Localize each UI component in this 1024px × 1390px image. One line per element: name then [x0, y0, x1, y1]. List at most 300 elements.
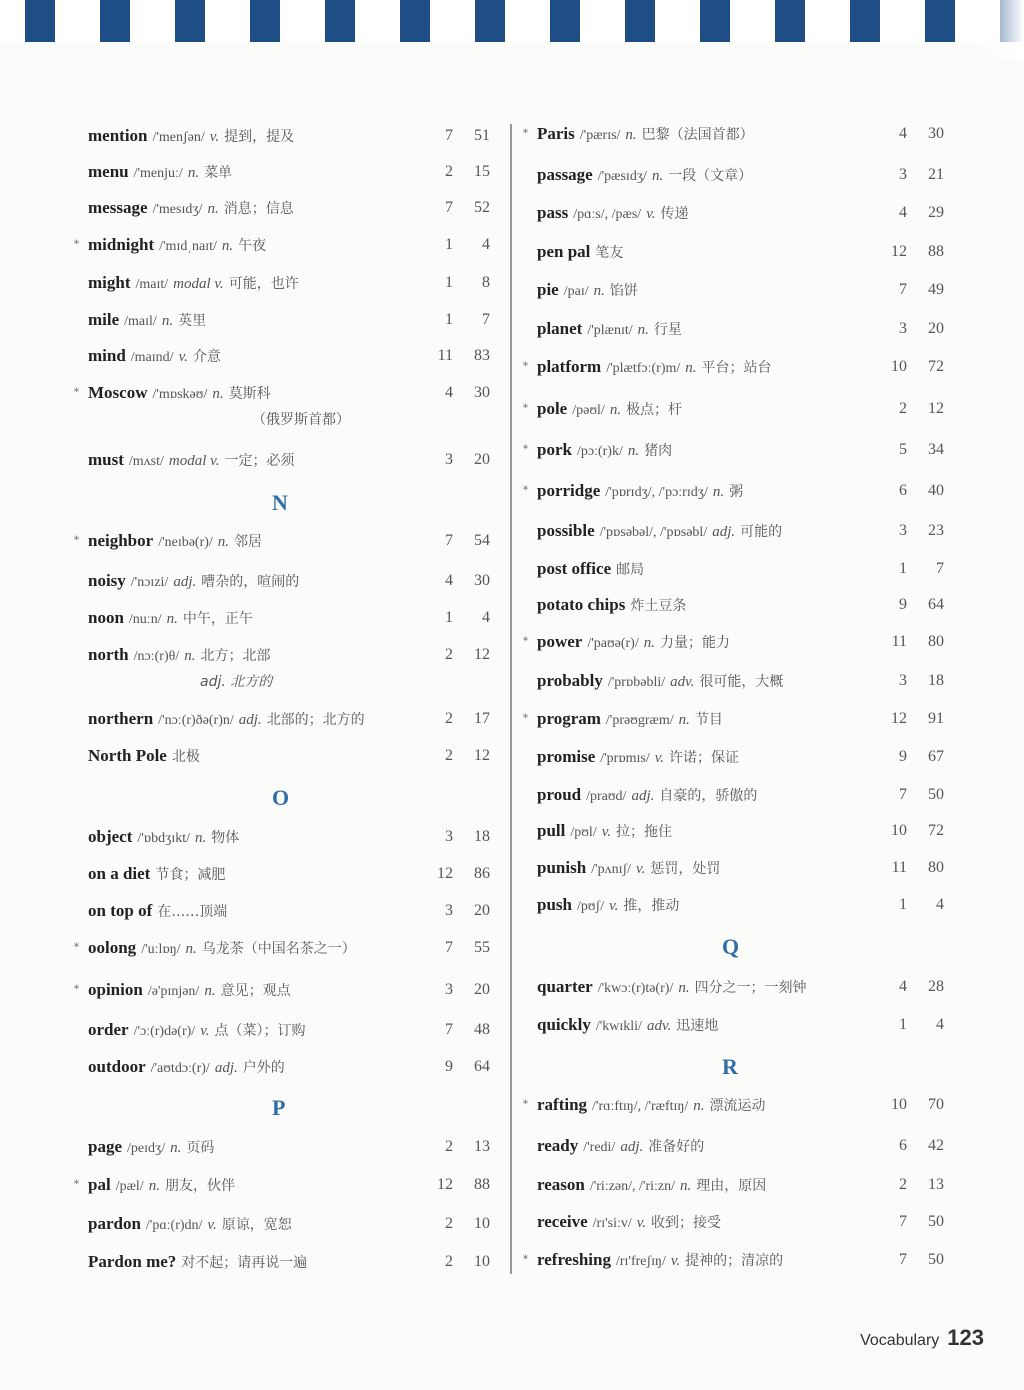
entry-word: Moscow — [88, 383, 148, 402]
entry-page: 20 — [474, 451, 490, 468]
entry-unit: 4 — [899, 125, 907, 142]
entry-pron: /'pɒrɪdʒ/, /'pɔːrɪdʒ/ — [605, 485, 708, 500]
entry-page: 34 — [928, 441, 944, 458]
vocab-entry — [537, 745, 967, 769]
entry-unit: 11 — [437, 347, 453, 364]
entry-mean: 漂流运动 — [709, 1098, 766, 1114]
vocab-entry — [537, 975, 967, 999]
entry-word: promise — [537, 747, 596, 766]
entry-word: ready — [537, 1136, 579, 1155]
vocab-entry — [88, 271, 508, 295]
entry-mean: 传递 — [660, 206, 689, 222]
entry-pron: /'uːlɒŋ/ — [141, 942, 181, 957]
entry-word: refreshing — [537, 1250, 611, 1269]
entry-mean: 一定；必须 — [224, 453, 295, 469]
entry-mean: 四分之一；一刻钟 — [694, 980, 807, 996]
vocab-entry — [88, 643, 508, 667]
entry-unit: 11 — [891, 633, 907, 650]
entry-page: 28 — [928, 978, 944, 995]
entry-pos: adj. — [238, 712, 262, 728]
entry-unit: 3 — [899, 320, 907, 337]
entry-unit: 9 — [445, 1058, 453, 1075]
vocab-entry — [88, 707, 508, 731]
vocab-entry — [523, 397, 967, 421]
vocab-entry — [88, 1212, 508, 1236]
entry-star: * — [523, 713, 528, 724]
entry-unit: 4 — [445, 384, 453, 401]
entry-unit: 7 — [445, 939, 453, 956]
stripe-fade — [964, 0, 1024, 60]
vocab-entry — [88, 1250, 508, 1274]
entry-pron: /'ɒbdʒɪkt/ — [137, 831, 190, 846]
entry-mean: 意见；观点 — [220, 983, 291, 999]
entry-pos: n. — [627, 443, 640, 459]
entry-unit: 2 — [445, 1215, 453, 1232]
entry-page: 64 — [474, 1058, 490, 1075]
entry-pron: /'pɒsəbəl/, /'pɒsəbl/ — [599, 525, 708, 540]
entry-page: 72 — [928, 822, 944, 839]
entry-mean: 准备好的 — [648, 1139, 705, 1155]
entry-word: mile — [88, 310, 120, 329]
entry-page: 54 — [474, 532, 490, 549]
vocab-entry — [88, 606, 508, 630]
entry-page: 20 — [474, 981, 490, 998]
entry-word: noon — [88, 608, 124, 627]
entry-pron: /'prɒbəbli/ — [607, 675, 666, 690]
entry-star: * — [74, 942, 79, 953]
entry-pos: v. — [636, 1215, 647, 1231]
entry-page: 55 — [474, 939, 490, 956]
section-letter: N — [272, 490, 288, 515]
entry-unit: 7 — [445, 127, 453, 144]
entry-word: Paris — [537, 124, 575, 143]
entry-word: program — [537, 709, 601, 728]
entry-page: 52 — [474, 199, 490, 216]
entry-pos: adj. — [631, 788, 655, 804]
entry-unit: 3 — [899, 166, 907, 183]
entry-word: object — [88, 827, 133, 846]
entry-mean: 猪肉 — [644, 443, 673, 459]
entry-mean: 收到；接受 — [651, 1215, 722, 1231]
entry-pron: /paɪ/ — [563, 284, 589, 299]
entry-word: push — [537, 895, 572, 914]
entry-word: possible — [537, 521, 595, 540]
entry-mean: 点（菜）；订购 — [214, 1023, 306, 1039]
vocab-entry — [88, 196, 508, 220]
entry-unit: 7 — [445, 199, 453, 216]
entry-unit: 12 — [891, 710, 907, 727]
entry-mean: 炸土豆条 — [630, 598, 687, 614]
entry-pron: /'mɒskəʊ/ — [152, 387, 208, 402]
entry-pron: /'menʃən/ — [152, 130, 205, 145]
entry-pos: n. — [651, 168, 664, 184]
entry-mean: 很可能，大概 — [699, 674, 784, 690]
entry-mean: 菜单 — [204, 165, 233, 181]
entry-page: 83 — [474, 347, 490, 364]
vocab-entry — [523, 122, 967, 146]
footer-label: Vocabulary — [860, 1332, 940, 1349]
entry-unit: 6 — [899, 482, 907, 499]
entry-unit: 10 — [891, 358, 907, 375]
entry-page: 12 — [928, 400, 944, 417]
vocab-entry — [88, 744, 508, 768]
entry-continuation: （俄罗斯首都） — [252, 412, 350, 428]
entry-pron: /'rɑːftɪŋ/, /'ræftɪŋ/ — [592, 1099, 689, 1114]
entry-pron: /'menjuː/ — [133, 166, 183, 181]
vocab-entry — [537, 893, 967, 917]
entry-page: 4 — [936, 896, 944, 913]
entry-pos: n. — [204, 983, 216, 999]
entry-unit: 3 — [445, 981, 453, 998]
entry-pos: n. — [712, 484, 725, 500]
entry-unit: 3 — [899, 672, 907, 689]
entry-word: pole — [537, 399, 568, 418]
vocab-entry — [88, 160, 508, 184]
entry-mean: 在……顶端 — [157, 904, 228, 920]
entry-pos: n. — [678, 980, 690, 996]
entry-unit: 12 — [437, 865, 453, 882]
entry-star: * — [523, 444, 528, 455]
entry-pron: /'paʊə(r)/ — [587, 636, 639, 651]
entry-pos: n. — [166, 611, 178, 627]
section-letter: Q — [722, 934, 740, 959]
entry-pron: /mʌst/ — [128, 454, 164, 469]
entry-continuation: adj. 北方的 — [200, 674, 273, 690]
entry-unit: 12 — [891, 243, 907, 260]
entry-page: 40 — [928, 482, 944, 499]
entry-mean: 理由，原因 — [696, 1178, 767, 1194]
entry-pron: /'neɪbə(r)/ — [158, 535, 213, 550]
entry-mean: 行星 — [653, 322, 682, 338]
entry-mean: 北极 — [171, 749, 200, 765]
entry-page: 80 — [928, 859, 944, 876]
entry-word: proud — [537, 785, 582, 804]
entry-star: * — [523, 636, 528, 647]
entry-pron: /'mɪdˌnaɪt/ — [159, 239, 217, 254]
entry-word: on a diet — [88, 864, 151, 883]
entry-pos: n. — [161, 313, 174, 329]
vocab-entry — [74, 233, 508, 257]
entry-pos: v. — [609, 898, 619, 914]
entry-pos: adj. — [712, 524, 736, 540]
entry-pos: adv. — [646, 1018, 672, 1034]
entry-pron: /pʊl/ — [570, 825, 597, 840]
entry-word: menu — [88, 162, 129, 181]
entry-pos: n. — [187, 165, 200, 181]
entry-page: 42 — [928, 1137, 944, 1154]
entry-page: 72 — [928, 358, 944, 375]
entry-page: 48 — [474, 1021, 490, 1038]
entry-pos: adj. — [214, 1060, 238, 1076]
vocab-entry — [88, 1018, 508, 1042]
entry-unit: 2 — [445, 646, 453, 663]
vocab-entry — [537, 1210, 967, 1234]
entry-pron: /ə'pɪnjən/ — [147, 984, 200, 999]
entry-word: planet — [537, 319, 583, 338]
section-letter: P — [272, 1095, 286, 1120]
entry-page: 49 — [928, 281, 944, 298]
entry-page: 20 — [928, 320, 944, 337]
entry-pos: v. — [670, 1253, 681, 1269]
entry-word: pass — [537, 203, 569, 222]
entry-unit: 5 — [899, 441, 907, 458]
entry-page: 30 — [474, 384, 490, 401]
entry-pron: /'prɒmɪs/ — [600, 751, 650, 766]
entry-pron: /maɪnd/ — [130, 350, 174, 365]
entry-pos: n. — [217, 534, 230, 550]
entry-mean: 许诺；保证 — [669, 750, 740, 766]
vocab-entry — [88, 1055, 508, 1079]
entry-page: 88 — [474, 1176, 490, 1193]
entry-word: pull — [537, 821, 566, 840]
entry-unit: 1 — [445, 311, 453, 328]
entry-word: northern — [88, 709, 154, 728]
entry-word: on top of — [88, 901, 153, 920]
entry-pos: n. — [685, 360, 697, 376]
entry-word: quickly — [537, 1015, 591, 1034]
entry-mean: 提到，提及 — [224, 129, 295, 145]
entry-unit: 10 — [891, 822, 907, 839]
vocab-entry — [88, 448, 508, 472]
vocab-entry — [523, 707, 967, 731]
entry-unit: 2 — [445, 747, 453, 764]
entry-mean: 可能的 — [740, 524, 783, 540]
entry-mean: 乌龙茶（中国名茶之一） — [201, 941, 356, 957]
entry-word: neighbor — [88, 531, 154, 550]
entry-word: mention — [88, 126, 148, 145]
entry-unit: 2 — [899, 1176, 907, 1193]
vocab-entry — [537, 557, 967, 581]
vocab-entry — [523, 1093, 967, 1117]
entry-mean: 力量；能力 — [659, 635, 730, 651]
entry-pos: n. — [609, 402, 622, 418]
entry-mean: 自豪的，骄傲的 — [659, 788, 758, 804]
vocab-entry — [537, 669, 967, 693]
entry-page: 30 — [474, 572, 490, 589]
entry-mean: 朋友，伙伴 — [164, 1178, 235, 1194]
entry-page: 7 — [936, 560, 944, 577]
entry-page: 88 — [928, 243, 944, 260]
vocab-entry — [537, 201, 967, 225]
entry-star: * — [523, 403, 528, 414]
vocab-entry — [537, 240, 967, 264]
entry-unit: 2 — [445, 710, 453, 727]
entry-pos: adj. — [173, 574, 197, 590]
vocab-entry — [537, 1173, 967, 1197]
page-footer — [860, 1325, 984, 1351]
entry-page: 7 — [482, 311, 490, 328]
entry-word: pal — [88, 1175, 111, 1194]
entry-word: mind — [88, 346, 126, 365]
entry-word: message — [88, 198, 148, 217]
entry-word: punish — [537, 858, 587, 877]
entry-page: 12 — [474, 747, 490, 764]
entry-unit: 7 — [899, 786, 907, 803]
entry-pos: v. — [646, 206, 656, 222]
entry-pos: n. — [212, 386, 224, 402]
entry-mean: 推，推动 — [623, 898, 680, 914]
entry-word: post office — [537, 559, 612, 578]
entry-pos: n. — [185, 941, 197, 957]
entry-page: 50 — [928, 1251, 944, 1268]
entry-word: must — [88, 450, 124, 469]
vocab-entry — [74, 529, 508, 553]
entry-mean: 节目 — [694, 712, 723, 728]
entry-mean: 可能，也许 — [228, 276, 299, 292]
vocab-entry — [537, 819, 967, 843]
vocab-entry — [537, 1013, 967, 1037]
entry-mean: 物体 — [211, 830, 240, 846]
entry-pron: /maɪl/ — [124, 314, 157, 329]
entry-word: porridge — [537, 481, 601, 500]
entry-unit: 12 — [437, 1176, 453, 1193]
entry-unit: 2 — [899, 400, 907, 417]
entry-page: 64 — [928, 596, 944, 613]
entry-mean: 邮局 — [616, 562, 645, 578]
entry-pron: /'nɔː(r)ðə(r)n/ — [158, 713, 234, 728]
entry-pos: adj. — [620, 1139, 644, 1155]
entry-mean: 北部的；北方的 — [266, 712, 365, 728]
vocab-entry — [537, 856, 967, 880]
entry-unit: 2 — [445, 163, 453, 180]
entry-unit: 3 — [445, 828, 453, 845]
entry-pos: n. — [184, 648, 196, 664]
entry-page: 30 — [928, 125, 944, 142]
entry-pos: adv. — [670, 674, 695, 690]
entry-mean: 嘈杂的，喧闹的 — [201, 574, 300, 590]
vocab-entry — [523, 630, 967, 654]
vocab-entry — [88, 899, 508, 923]
entry-unit: 6 — [899, 1137, 907, 1154]
vocab-entry — [74, 1173, 508, 1197]
entry-star: * — [74, 239, 79, 250]
entry-mean: 对不起；请再说一遍 — [181, 1255, 308, 1271]
entry-unit: 7 — [899, 1213, 907, 1230]
entry-pron: /pɑːs/, /pæs/ — [573, 207, 642, 222]
entry-word: potato chips — [537, 595, 626, 614]
vocab-entry — [537, 783, 967, 807]
entry-star: * — [523, 485, 528, 496]
entry-unit: 9 — [899, 596, 907, 613]
entry-pos: n. — [693, 1098, 705, 1114]
entry-page: 86 — [474, 865, 490, 882]
entry-unit: 7 — [445, 1021, 453, 1038]
vocab-entry — [88, 825, 508, 849]
vocab-entry — [537, 1134, 967, 1158]
entry-word: north — [88, 645, 129, 664]
entry-page: 18 — [928, 672, 944, 689]
entry-pron: /peɪdʒ/ — [127, 1141, 166, 1156]
entry-mean: 介意 — [192, 349, 221, 365]
entry-page: 4 — [482, 609, 490, 626]
entry-mean: 莫斯科 — [228, 386, 271, 402]
entry-unit: 4 — [445, 572, 453, 589]
entry-page: 12 — [474, 646, 490, 663]
entry-pron: /'nɔɪzi/ — [130, 575, 169, 590]
entry-pron: /pæl/ — [115, 1179, 144, 1194]
entry-unit: 3 — [899, 522, 907, 539]
entry-pos: n. — [637, 322, 649, 338]
entry-page: 50 — [928, 1213, 944, 1230]
entry-pos: modal v. — [168, 453, 220, 469]
entry-word: North Pole — [88, 746, 167, 765]
entry-word: order — [88, 1020, 129, 1039]
entry-pron: /pəʊl/ — [572, 403, 605, 418]
entry-unit: 1 — [445, 236, 453, 253]
entry-word: page — [88, 1137, 122, 1156]
entry-pos: n. — [643, 635, 655, 651]
entry-word: reason — [537, 1175, 585, 1194]
entry-pos: n. — [207, 201, 219, 217]
entry-unit: 1 — [445, 274, 453, 291]
entry-word: power — [537, 632, 583, 651]
entry-star: * — [523, 1254, 528, 1265]
entry-mean: 粥 — [729, 484, 744, 500]
vocab-entry — [523, 479, 967, 503]
entry-mean: 消息；信息 — [223, 201, 294, 217]
entry-star: * — [523, 361, 528, 372]
entry-pos: n. — [625, 127, 637, 143]
vocab-entry — [88, 344, 508, 368]
vocab-entry — [537, 519, 967, 543]
entry-page: 23 — [928, 522, 944, 539]
vocab-entry — [74, 978, 508, 1002]
entry-pron: /nɔː(r)θ/ — [133, 649, 180, 664]
vocab-entry — [88, 1135, 508, 1159]
entry-unit: 11 — [891, 859, 907, 876]
entry-mean: 午夜 — [238, 238, 267, 254]
top-stripe-decoration — [0, 0, 1024, 42]
entry-pron: /'pæsɪdʒ/ — [597, 169, 647, 184]
entry-unit: 7 — [899, 1251, 907, 1268]
entry-pron: /'riːzən/, /'riːzn/ — [589, 1179, 675, 1194]
entry-pos: v. — [654, 750, 665, 766]
entry-pron: /pʊʃ/ — [576, 899, 605, 914]
entry-pron: /rɪ'siːv/ — [592, 1216, 632, 1231]
entry-unit: 4 — [899, 204, 907, 221]
entry-star: * — [523, 1099, 528, 1110]
entry-mean: 邻居 — [234, 534, 263, 550]
entry-pos: v. — [200, 1023, 210, 1039]
entry-word: noisy — [88, 571, 126, 590]
entry-word: pork — [537, 440, 572, 459]
entry-unit: 3 — [445, 451, 453, 468]
entry-mean: 节食；减肥 — [155, 867, 226, 883]
entry-page: 13 — [928, 1176, 944, 1193]
entry-page: 4 — [936, 1016, 944, 1033]
vocab-entry — [537, 163, 967, 187]
entry-pos: n. — [678, 712, 690, 728]
entry-pron: /'plænɪt/ — [587, 323, 633, 338]
entry-pron: /maɪt/ — [135, 277, 169, 292]
entry-pron: /praʊd/ — [586, 789, 627, 804]
entry-pos: v. — [207, 1217, 217, 1233]
entry-page: 70 — [928, 1096, 944, 1113]
entry-unit: 9 — [899, 748, 907, 765]
entry-pron: /'kwɔː(r)tə(r)/ — [597, 981, 674, 996]
entry-pron: /'plætfɔː(r)m/ — [606, 361, 681, 376]
entry-word: opinion — [88, 980, 143, 999]
vocab-entry — [88, 308, 508, 332]
vocab-entry — [537, 317, 967, 341]
entry-page: 67 — [928, 748, 944, 765]
entry-unit: 3 — [445, 902, 453, 919]
entry-pron: /'ɔː(r)də(r)/ — [133, 1024, 196, 1039]
entry-word: quarter — [537, 977, 593, 996]
entry-pos: n. — [680, 1178, 692, 1194]
entry-pos: n. — [221, 238, 234, 254]
entry-unit: 4 — [899, 978, 907, 995]
